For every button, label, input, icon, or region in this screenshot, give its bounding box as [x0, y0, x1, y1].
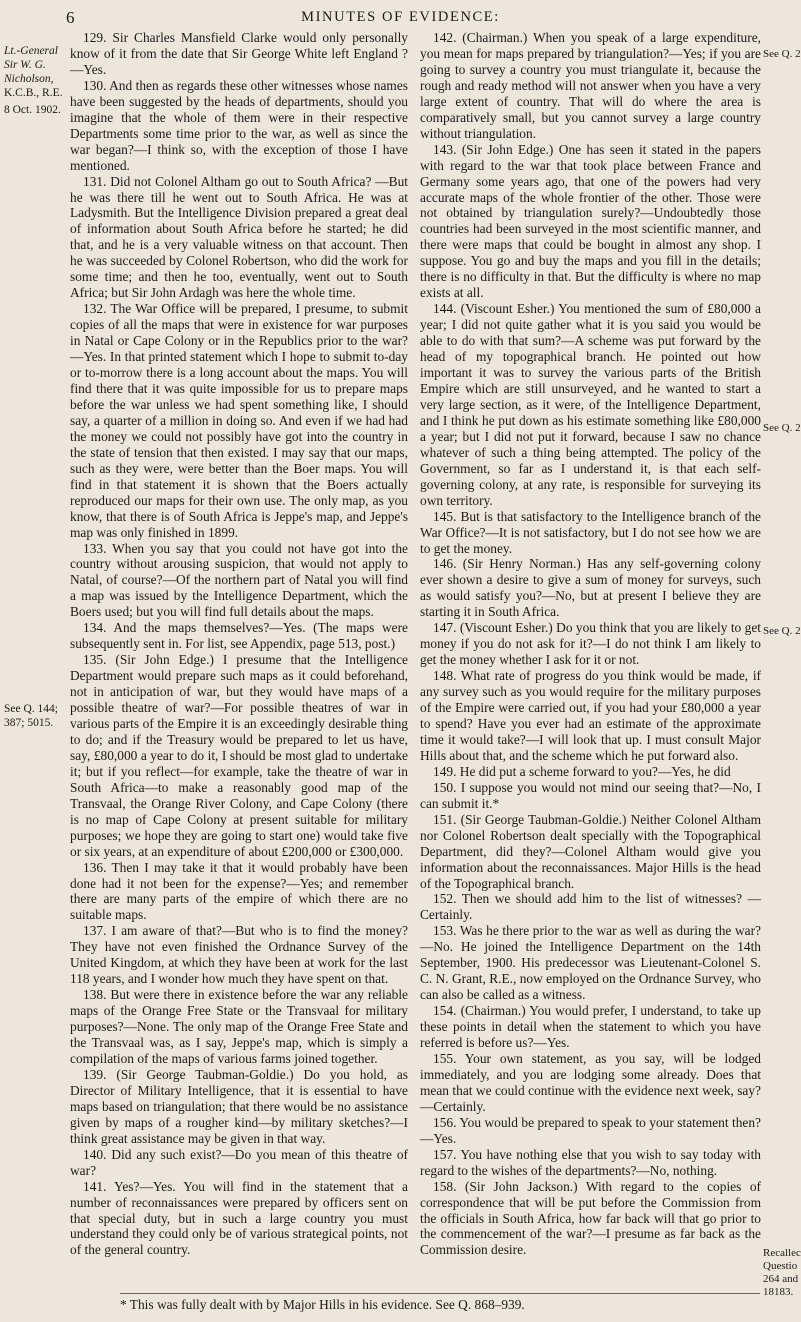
margin-note-2: See Q. 2 — [763, 422, 801, 434]
paragraph: 143. (Sir John Edge.) One has seen it stated in the papers with regard to the war that took place between France and Germany some years ago, that one of the powers had very accurate maps of the whole frontier of the other. Those were not obtained by triangulation surely?—Undoubtedly those countries had been surveyed in the most scientific manner, and there were maps that could be bought in almost any shop. I suppose. You go and buy the maps and you fill in the details; there is no difficulty in that. But the difficulty is where no map exists at all. — [420, 141, 761, 301]
page-title: MINUTES OF EVIDENCE: — [301, 9, 500, 25]
page-number: 6 — [66, 8, 75, 27]
right-column — [420, 30, 761, 1258]
margin-recalled-line: 18183. — [763, 1286, 794, 1298]
paragraph: 142. (Chairman.) When you speak of a large expenditure, you mean for maps prepared by triangulation?—Yes; if you are going to survey a country you must triangulate it, because the rough and ready method will not answer when you have a very large extent of country. That will do where the area is comparatively small, but you cannot survey a large country without triangulation. — [420, 30, 761, 141]
paragraph: 155. Your own statement, as you say, will be lodged immediately, and you are lodging some already. Does that mean that we could continue with the evidence next week, say?—Certainly. — [420, 1051, 761, 1114]
paragraph: 136. Then I may take it that it would probably have been done had it not been for the expense?—Yes; and remember there are many parts of the empire of which there are no suitable maps. — [70, 859, 408, 923]
margin-witness-line: Nicholson, — [4, 73, 54, 85]
paragraph: 135. (Sir John Edge.) I presume that the Intelligence Department would prepare such maps as it could beforehand, not in anticipation of war, but they would have maps of a possible theatre of war?—For possible theatres of war in various parts of the Empire it is an exceedingly desirable thing to do; and if the Treasury would be prepared to let us have, say, £80,000 a year to do it, I should be most glad to undertake it; but if you reflect—for example, take the theatre of war in South Africa—to make a reasonably good map of the Transvaal, the Orange River Colony, and Cape Colony (there is no map of Cape Colony at present suitable for military purposes; we hope they are going to start one) would take five or six years, at an expenditure of about £200,000 or £300,000. — [70, 652, 408, 859]
paragraph: 130. And then as regards these other witnesses whose names have been suggested by the heads of departments, should you imagine that the whole of them were in their respective Departments some time prior to the war, as well as since the war began?—I think so, with the exception of those I have mentioned. — [70, 77, 408, 173]
paragraph: 154. (Chairman.) You would prefer, I understand, to take up these points in detail when the statement to which you have referred is before us?—Yes. — [420, 1003, 761, 1051]
margin-recalled-line: Questio — [763, 1260, 798, 1272]
paragraph: 140. Did any such exist?—Do you mean of this theatre of war? — [70, 1146, 408, 1178]
margin-note-3: See Q. 2 — [763, 625, 801, 637]
paragraph: 133. When you say that you could not have got into the country without arousing suspicion, that would not apply to Natal, of course?—Of the northern part of Natal you will find a map was issued by the Intelligence Department, which the Boers used; but you will find full details about the maps. — [70, 540, 408, 620]
paragraph: 151. (Sir George Taubman-Goldie.) Neither Colonel Altham nor Colonel Robertson dealt specially with the Topographical Department, did they?—Colonel Altham would give you information about the reconnaissances. Major Hills is the head of the Topographical branch. — [420, 811, 761, 891]
margin-note-recalled — [763, 1247, 801, 1299]
margin-witness-line: Sir W. G. — [4, 59, 46, 71]
margin-note-1: See Q. 2 — [763, 48, 801, 60]
paragraph: 131. Did not Colonel Altham go out to South Africa? —But he was there till he went out to South Africa. He was at Ladysmith. But the Intelligence Division prepared a great deal of information about South Africa before he started; he did that, and he is a very valuable witness on that account. Then he was succeeded by Colonel Robertson, who did the work for some time; and then he too, eventually, went out to South Africa; but Sir John Ardagh was here the whole time. — [70, 173, 408, 301]
paragraph: 137. I am aware of that?—But who is to find the money? They have not even finished the Ordnance Survey of the United Kingdom, at which they have been at work for the last 118 years, and I wonder how much they have spent on that. — [70, 923, 408, 987]
page-header — [0, 6, 801, 26]
left-column — [70, 30, 408, 1258]
margin-recalled-line: Recallec — [763, 1247, 801, 1259]
margin-witness-line: Lt.-General — [4, 45, 58, 57]
paragraph: 144. (Viscount Esher.) You mentioned the sum of £80,000 a year; I did not quite gather what it is you said you would be able to do with that sum?—A scheme was put forward by the head of my topographical branch. He pointed out how important it was to survey the various parts of the British Empire which are still unsurveyed, and he wanted to start a very large section, as it were, of the Intelligence Department, and I think he put down as his estimate something like £80,000 a year; but I did not put it forward, because I saw no chance whatever of such a thing being attempted. The policy of the Government, so far as I understand it, is that each self-governing colony, at any rate, is responsible for surveying its own territory. — [420, 301, 761, 508]
paragraph: 158. (Sir John Jackson.) With regard to the copies of correspondence that will be put before the Commission from the officials in South Africa, how far back will that go prior to the commencement of the war?—I presume as far back as the Commission desire. — [420, 1178, 761, 1258]
paragraph: 156. You would be prepared to speak to your statement then?—Yes. — [420, 1114, 761, 1146]
paragraph: 147. (Viscount Esher.) Do you think that you are likely to get money if you do not ask for it?—I do not think I am likely to get the money whether I ask for it or not. — [420, 620, 761, 668]
margin-recalled-line: 264 and — [763, 1273, 799, 1285]
footnote-rule — [120, 1293, 760, 1294]
paragraph: 146. (Sir Henry Norman.) Has any self-governing colony ever shown a desire to give a sum of money for surveys, such as would satisfy you?—No, but at present I believe they are starting it in South Africa. — [420, 556, 761, 620]
paragraph: 139. (Sir George Taubman-Goldie.) Do you hold, as Director of Military Intelligence, that it is essential to have maps based on triangulation; that there would be no assistance given by maps of a rougher kind—by military sketches?—I think great assistance may be given in that way. — [70, 1066, 408, 1146]
paragraph: 145. But is that satisfactory to the Intelligence branch of the War Office?—It is not satisfactory, but I do not see how we are to get the money. — [420, 508, 761, 556]
paragraph: 153. Was he there prior to the war as well as during the war?—No. He joined the Intelligence Department on the 14th September, 1900. His predecessor was Lieutenant-Colonel S. C. N. Grant, R.E., now employed on the Ordnance Survey, who can also be called as a witness. — [420, 923, 761, 1003]
footnote: * This was fully dealt with by Major Hills in his evidence. See Q. 868–939. — [120, 1297, 525, 1312]
paragraph: 149. He did put a scheme forward to you?—Yes, he did — [433, 763, 731, 779]
paragraph: 148. What rate of progress do you think would be made, if any survey such as you would require for the military purposes of the Empire were carried out, if you had your £80,000 a year to spend? Have you ever had an estimate of the approximate time it would take?—I will look that up. I must consult Major Hills about that, and the scheme which he put forward also. — [420, 668, 761, 763]
margin-date: 8 Oct. 1902. — [4, 104, 61, 116]
paragraph: 129. Sir Charles Mansfield Clarke would only personally know of it from the date that Sir George White left England ?—Yes. — [70, 30, 408, 77]
paragraph: 157. You have nothing else that you wish to say today with regard to the wishes of the departments?—No, nothing. — [420, 1146, 761, 1178]
margin-witness-line: K.C.B., R.E. — [4, 87, 63, 99]
paragraph: 152. Then we should add him to the list of witnesses? —Certainly. — [420, 891, 761, 923]
paragraph: 150. I suppose you would not mind our seeing that?—No, I can submit it.* — [420, 779, 761, 811]
margin-see-line: 387; 5015. — [4, 717, 54, 729]
paragraph: 138. But were there in existence before the war any reliable maps of the Orange Free State or the Transvaal for military purposes?—None. The only map of the Orange Free State and the Transvaal was, as I say, Jeppe's map, which is simply a compilation of the maps of various farms joined together. — [70, 987, 408, 1066]
paragraph: 141. Yes?—Yes. You will find in the statement that a number of reconnaissances were prepared by officers sent on that special duty, but in such a large country you must understand they could only be of various strategical points, not of the general country. — [70, 1178, 408, 1258]
paragraph: 132. The War Office will be prepared, I presume, to submit copies of all the maps that were in existence for war purposes in Natal or Cape Colony or in the Republics prior to the war?—Yes. In that printed statement which I hope to submit to-day or to-morrow there is a long account about the maps. You will find there that it was quite impossible for us to prepare maps before the war unless we had spent something like, I should say, a quarter of a million in doing so. And even if we had had the money we could not possibly have got into the country in the state of tension that then existed. I may say that our maps, such as they were, were better than the Boer maps. You will find in that statement it is shown that the Boers actually reproduced our maps for their own use. The only map, as you know, that there is of South Africa is Jeppe's map, and Jeppe's map was only finished in 1899. — [70, 301, 408, 540]
paragraph: 134. And the maps themselves?—Yes. (The maps were subsequently sent in. For list, see Appendix, page 513, post.) — [70, 620, 408, 652]
margin-see-line: See Q. 144; — [4, 703, 58, 715]
margin-witness-name — [4, 44, 68, 100]
margin-see-reference — [4, 702, 68, 730]
